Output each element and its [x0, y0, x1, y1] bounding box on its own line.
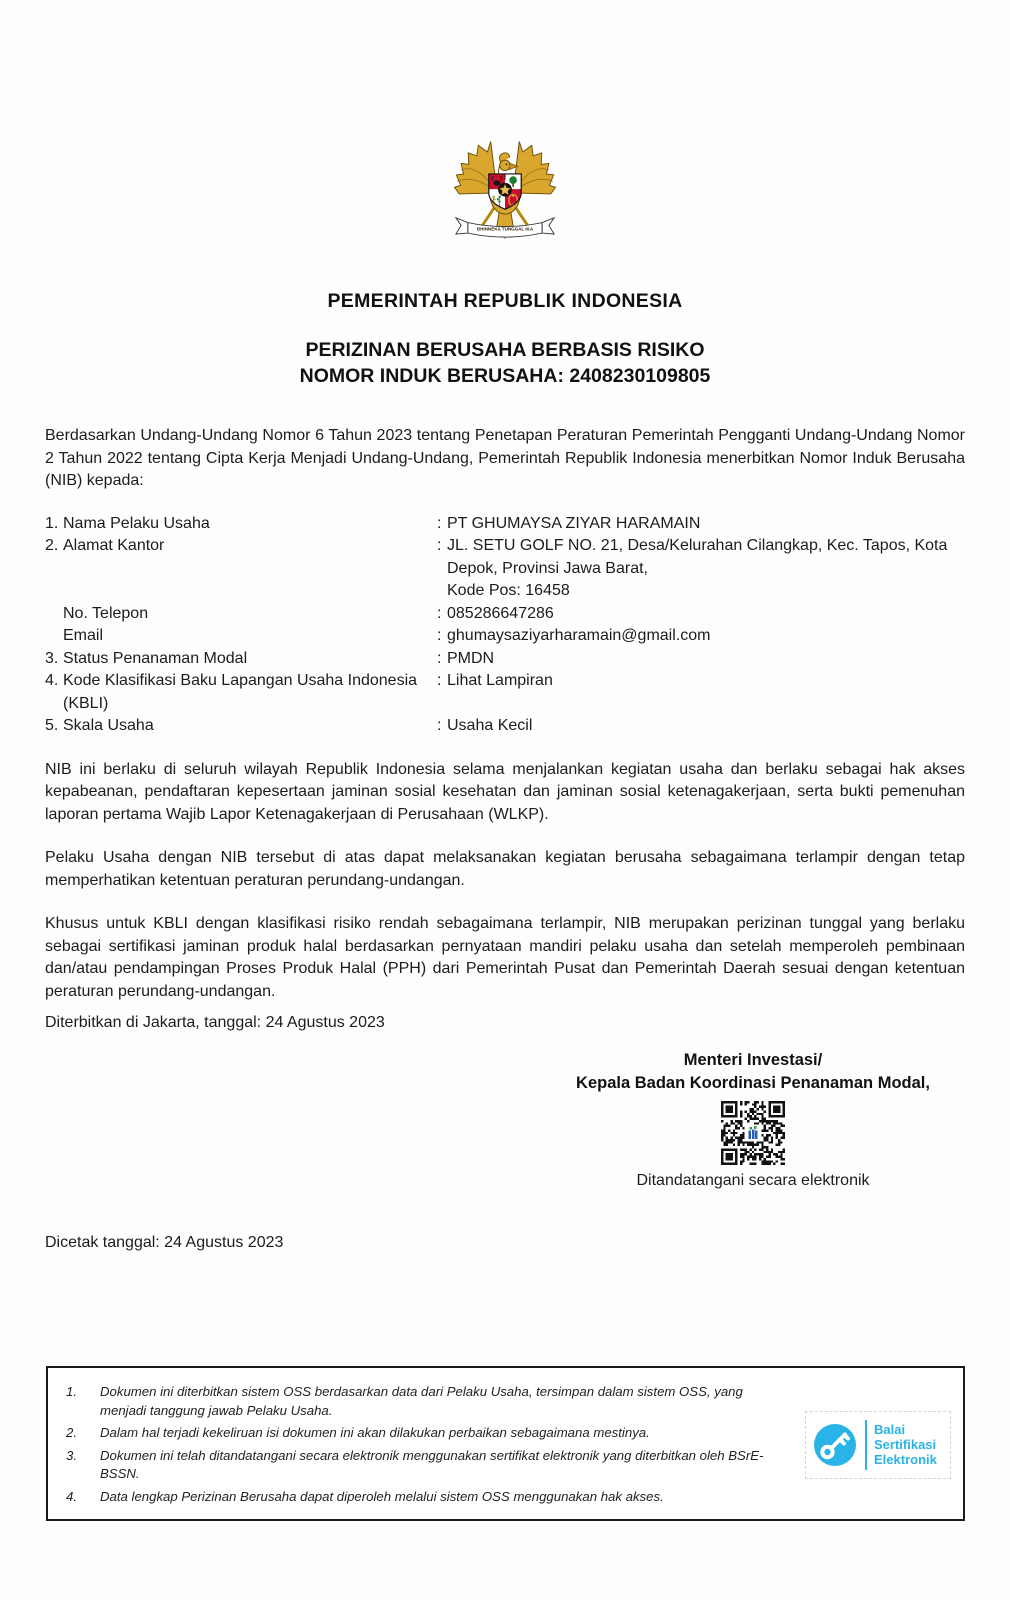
field-value	[437, 625, 965, 648]
business-fields-list	[45, 513, 965, 738]
footnote-number: 3.	[66, 1447, 77, 1463]
field-row-status-modal	[45, 648, 965, 671]
field-value-text: PT GHUMAYSA ZIYAR HARAMAIN	[447, 514, 701, 532]
field-label-line1: Kode Klasifikasi Baku Lapangan Usaha Indonesia	[63, 672, 418, 689]
field-number: 2.	[45, 537, 59, 554]
key-icon	[812, 1422, 858, 1468]
emblem-container	[45, 0, 965, 260]
intro-paragraph: Berdasarkan Undang-Undang Nomor 6 Tahun 2023 tentang Penetapan Peraturan Pemerintah Pengganti Undang-Undang Nomor 2 Tahun 2022 tentang Cipta Kerja Menjadi Undang-Undang, Pemerintah Republik Indonesia menerbitkan Nomor Induk Berusaha (NIB) kepada:	[45, 427, 965, 489]
field-value	[437, 535, 965, 603]
printed-date-line: Dicetak tanggal: 24 Agustus 2023	[45, 1233, 284, 1251]
field-value-text: Usaha Kecil	[447, 717, 533, 734]
footnote-item	[60, 1424, 795, 1443]
field-label: Alamat Kantor	[63, 537, 165, 554]
government-title: PEMERINTAH REPUBLIK INDONESIA	[327, 290, 683, 312]
colon: :	[437, 514, 442, 532]
colon: :	[437, 649, 442, 667]
bse-logo-text	[874, 1422, 937, 1467]
document-title-line1: PERIZINAN BERUSAHA BERBASIS RISIKO	[305, 339, 705, 361]
footnote-text: Data lengkap Perizinan Berusaha dapat diperoleh melalui sistem OSS menggunakan hak akses.	[100, 1488, 664, 1504]
footnote-number: 1.	[66, 1384, 77, 1399]
paragraph-pelaku-usaha: Pelaku Usaha dengan NIB tersebut di atas dapat melaksanakan kegiatan berusaha sebagaimana terlampir dengan tetap memperhatikan ketentuan peraturan perundang-undangan.	[45, 849, 965, 889]
footnote-text: Dokumen ini telah ditandatangani secara elektronik menggunakan sertifikat elektronik yang diterbitkan oleh BSrE-BSSN.	[100, 1447, 764, 1481]
footnotes-box	[46, 1366, 965, 1521]
signature-block	[543, 1049, 963, 1190]
colon: :	[437, 537, 442, 554]
colon: :	[437, 627, 442, 644]
field-number: 3.	[45, 649, 59, 667]
qr-code	[721, 1101, 785, 1165]
field-value	[437, 513, 965, 536]
field-value-text: Kode Pos: 16458	[447, 582, 570, 599]
footnote-item	[60, 1383, 795, 1420]
field-number: 5.	[45, 717, 59, 734]
field-row-alamat	[45, 535, 965, 603]
paragraph-kbli-halal: Khusus untuk KBLI dengan klasifikasi risiko rendah sebagaimana terlampir, NIB merupakan perizinan tunggal yang berlaku sebagai sertifikasi jaminan produk halal berdasarkan pernyataan mandiri pelaku usaha dan setelah memperoleh pembinaan dan/atau pendampingan Proses Produk Halal (PPH) dari Pemerintah Pusat dan Pemerintah Daerah sesuai dengan ketentuan peraturan perundang-undangan.	[45, 915, 965, 1000]
field-value-text: 085286647286	[447, 604, 554, 622]
bse-logo-line1: Balai	[874, 1422, 906, 1437]
field-row-telepon	[45, 603, 965, 626]
paragraph-nib-validity: NIB ini berlaku di seluruh wilayah Republik Indonesia selama menjalankan kegiatan usaha dan berlaku sebagai hak akses kepabeanan, pendaftaran kepesertaan jaminan sosial kesehatan dan jaminan sosial ketenagakerjaan, serta bukti pemenuhan laporan pertama Wajib Lapor Ketenagakerjaan di Perusahaan (WLKP).	[45, 760, 965, 823]
field-value-text: JL. SETU GOLF NO. 21, Desa/Kelurahan Cilangkap, Kec. Tapos, Kota	[447, 537, 948, 554]
footnote-text: Dokumen ini diterbitkan sistem OSS berdasarkan data dari Pelaku Usaha, tersimpan dalam sistem OSS, yang menjadi tanggung jawab Pelaku Usaha.	[100, 1384, 743, 1418]
bse-logo-line3: Elektronik	[874, 1452, 937, 1467]
emblem-motto: BHINNEKA TUNGGAL IKA	[476, 226, 534, 232]
field-label: Nama Pelaku Usaha	[63, 514, 210, 532]
field-label: Status Penanaman Modal	[63, 649, 248, 667]
footnote-number: 4.	[66, 1488, 77, 1504]
signed-electronically-note: Ditandatangani secara elektronik	[636, 1171, 870, 1189]
footnote-item	[60, 1447, 795, 1484]
colon: :	[437, 672, 442, 689]
field-value	[437, 715, 965, 738]
field-label	[63, 670, 437, 715]
document-title	[45, 337, 965, 389]
signature-title-line2: Kepala Badan Koordinasi Penanaman Modal,	[576, 1073, 930, 1092]
garuda-pancasila-emblem	[443, 126, 567, 260]
field-value-text: ghumaysaziyarharamain@gmail.com	[447, 627, 711, 644]
field-row-kbli	[45, 670, 965, 715]
signature-title-line1: Menteri Investasi/	[683, 1050, 823, 1069]
field-label: Email	[63, 627, 104, 644]
issued-line: Diterbitkan di Jakarta, tanggal: 24 Agustus 2023	[45, 1014, 385, 1031]
field-label: Skala Usaha	[63, 717, 154, 734]
colon: :	[437, 604, 442, 622]
field-value	[437, 603, 965, 626]
footnote-item	[60, 1488, 795, 1507]
field-value-text: Depok, Provinsi Jawa Barat,	[447, 559, 648, 577]
field-number: 4.	[45, 672, 59, 689]
footnote-number: 2.	[66, 1425, 77, 1440]
document-title-line2: NOMOR INDUK BERUSAHA: 2408230109805	[299, 365, 711, 387]
bse-logo-line2: Sertifikasi	[874, 1437, 937, 1452]
field-label-line2: (KBLI)	[63, 694, 109, 712]
field-row-nama	[45, 513, 965, 536]
field-row-email	[45, 625, 965, 648]
field-value-text: PMDN	[447, 649, 495, 667]
field-value-text: Lihat Lampiran	[447, 672, 553, 689]
logo-divider	[865, 1420, 867, 1470]
field-value	[437, 670, 965, 693]
field-row-skala-usaha	[45, 715, 965, 738]
colon: :	[437, 717, 442, 734]
footnote-text: Dalam hal terjadi kekeliruan isi dokumen ini akan dilakukan perbaikan sebagaimana mestinya.	[100, 1425, 650, 1440]
field-label: No. Telepon	[63, 604, 149, 622]
bse-logo	[805, 1411, 951, 1479]
footnotes-list	[60, 1383, 795, 1506]
field-value	[437, 648, 965, 671]
field-number: 1.	[45, 514, 59, 532]
